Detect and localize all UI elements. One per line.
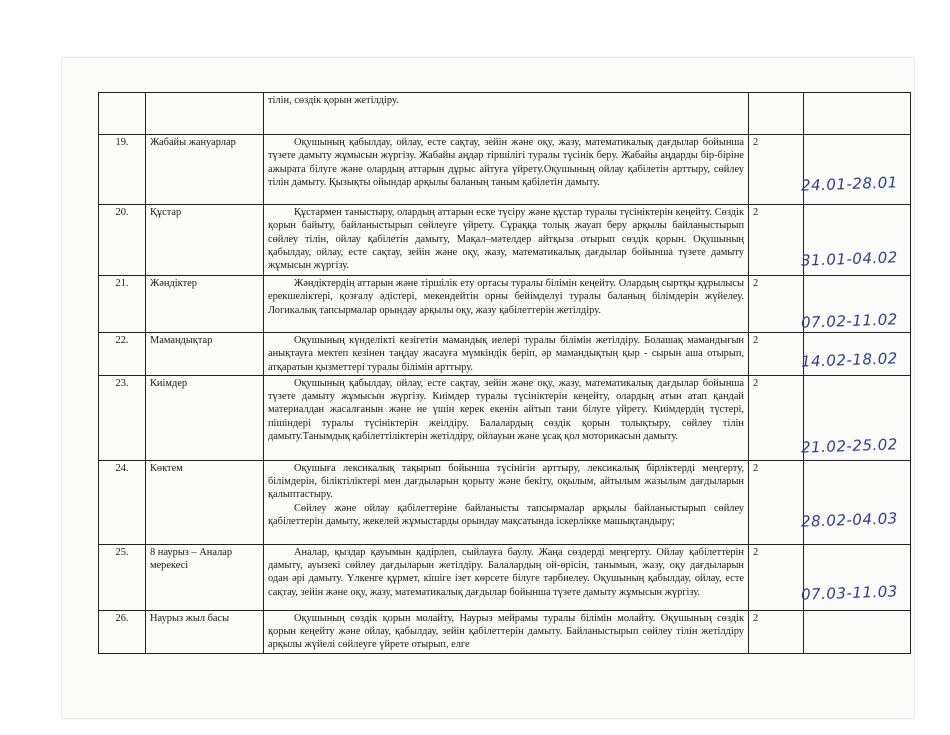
topic-cell: Наурыз жыл басы (146, 610, 264, 653)
handwritten-date: 07.03-11.03 (800, 582, 899, 604)
handwritten-date: 21.02-25.02 (800, 435, 899, 457)
hours-cell: 2 (749, 333, 804, 376)
row-number: 25. (99, 544, 146, 610)
table-row (99, 375, 911, 460)
description-cell (264, 333, 749, 376)
handwritten-date: 14.02-18.02 (800, 349, 899, 371)
table-row (99, 544, 911, 610)
table-row (99, 460, 911, 544)
description-paragraph: Жәндіктердің аттарын және тіршілік ету ортасы туралы білімін кеңейту. Олардың сыртқы құрылысы ерекшеліктері, қозғалу әдістері, мекендейтін орны бейімделуі туралы баланың білімдерін жүйелеу. Логикалық тапсырмалар орындау арқылы оқу, жазу қабілеттерін жетілдіру. (268, 278, 744, 316)
description-cell (264, 610, 749, 653)
row-number: 26. (99, 610, 146, 653)
row-number: 23. (99, 375, 146, 460)
handwritten-date: 07.02-11.02 (800, 310, 899, 332)
handwritten-date: 24.01-28.01 (800, 173, 899, 195)
date-cell (804, 460, 911, 544)
table-row (99, 205, 911, 276)
description-cell: тілін, сөздік қорын жетілдіру. (264, 93, 749, 135)
date-cell (804, 93, 911, 135)
description-cell (264, 460, 749, 544)
hours-cell (749, 93, 804, 135)
table-row (99, 610, 911, 653)
description-paragraph: Аналар, қыздар қауымын қадірлеп, сыйлауға баулу. Жаңа сөздерді меңгерту. Ойлау қабілеттерін дамыту, ауызекі сөйлеу дағдыларын жетілдіру. Балалардың ой-өрісін, танымын, жазу, оқу дағдыларын одан әрі дамыту. Үлкенге құрмет, кішіге ізет көрсете білуге тәрбиелеу. Оқушының қабылдау, ойлау, есте сақтау, зейін және оқу, жазу, математикалық дағдылар бойынша түзете дамыту жұмысын жүргізу. (268, 546, 744, 598)
hours-cell: 2 (749, 135, 804, 205)
num-cell (99, 93, 146, 135)
handwritten-date: 28.02-04.03 (800, 509, 899, 531)
topic-cell: Құстар (146, 205, 264, 276)
hours-cell: 2 (749, 276, 804, 333)
hours-cell: 2 (749, 610, 804, 653)
row-number: 24. (99, 460, 146, 544)
description-cell (264, 544, 749, 610)
description-cell (264, 276, 749, 333)
table-row (99, 135, 911, 205)
table-row (99, 93, 911, 135)
description-paragraph: Оқушыға лексикалық тақырып бойынша түсінігін арттыру, лексикалық бірліктерді меңгерту, білімдерін, біліктіліктері мен дағдыларын қорыту және бекіту, оқылым, айтылым жазылым дағдыларын қалыптастыру. (268, 462, 744, 501)
topic-cell (146, 93, 264, 135)
row-number: 21. (99, 276, 146, 333)
topic-cell: Жәндіктер (146, 276, 264, 333)
description-cell (264, 205, 749, 276)
description-cell (264, 375, 749, 460)
description-paragraph: Оқушының қабылдау, ойлау, есте сақтау, зейін және оқу, жазу, математикалық дағдылар бойынша түзете дамыту жұмысын жүргізу. Киімдер туралы түсініктерін кеңейту, олардың атын атап қандай материалдан жасалғанын және не үшін керек екенін айтып тани білуге үйрету. Киімдердің түстері, пішіндері туралы түсініктерін жеілдіру. Балалардың сөздік қорын толықтыру, сөйлеу тілін дамыту.Танымдық қабілеттіліктерін жетілдіру, ойлауын және ұсақ қол моторикасын дамыту. (268, 377, 744, 443)
row-number: 19. (99, 135, 146, 205)
handwritten-date: 31.01-04.02 (800, 248, 899, 270)
table-row (99, 276, 911, 333)
description-paragraph: Оқушының сөздік қорын молайту, Наурыз мейрамы туралы білімін молайту. Оқушының сөздік қорын кеңейту және ойлау, қабылдау, зейін қабілеттерін дамыту. Байланыстырып сөйлеу тілін жетілдіру арқылы жүйелі сөйлеуге үйрете отырып, елге (268, 612, 744, 651)
topic-cell: Жабайы жануарлар (146, 135, 264, 205)
hours-cell: 2 (749, 375, 804, 460)
hours-cell: 2 (749, 205, 804, 276)
description-paragraph: Құстармен таныстыру, олардың аттарын еске түсіру және құстар туралы түсініктерін кеңейту. Сөздік қорын байыту, байланыстырып сөйлеуге үйрету. Сұраққа толық жауап беру арқылы байланыстырып сөйлеу тілін, ойлау қабілетін дамыту, Мақал–мәтелдер айтқыза отырып сөздік қорын. Оқушының қабылдау, ойлау, есте сақтау, зейін және оқу, жазу, математикалық дағдылар бойынша түзете дамыту жұмысын жүргізу. (268, 207, 744, 272)
topic-cell: 8 наурыз – Аналар мерекесі (146, 544, 264, 610)
hours-cell: 2 (749, 544, 804, 610)
date-cell (804, 610, 911, 653)
topic-cell: Көктем (146, 460, 264, 544)
description-paragraph: Сөйлеу және ойлау қабілеттеріне байланысты тапсырмалар арқылы байланыстырып сөйлеу қабілеттерін дамыту, жекелей жұмыстарды орындау мақсатында іскерлікке машықтандыру; (268, 502, 744, 528)
table-row (99, 333, 911, 376)
hours-cell: 2 (749, 460, 804, 544)
description-cell (264, 135, 749, 205)
topic-cell: Мамандықтар (146, 333, 264, 376)
lesson-plan-table (98, 92, 911, 654)
topic-cell: Киімдер (146, 375, 264, 460)
description-paragraph: Оқушының күнделікті кезігетін мамандық иелері туралы білімін жетілдіру. Болашақ мамандығын анықтауға мектеп кезінен таңдау жасауға мүмкіндік беріп, әр мамандықтың қыр - сырын аша отырып, атқаратын қызметтері туралы білімін арттыру. (268, 335, 744, 373)
row-number: 20. (99, 205, 146, 276)
row-number: 22. (99, 333, 146, 376)
description-paragraph: Оқушының қабылдау, ойлау, есте сақтау, зейін және оқу, жазу, математикалық дағдылар бойынша түзете дамыту жұмысын жүргізу. Жабайы аңдар тіршілігі туралы түсінік беру. Жабайы аңдарды бір-біріне ажырата білуге және олардың аттарын дұрыс айтуға үйрету.Оқушының ойлау қабілетін арттыру, сөйлеу тілін дамыту. Қызықты ойындар арқылы баланың таным қабілетін дамыту. (268, 137, 744, 188)
